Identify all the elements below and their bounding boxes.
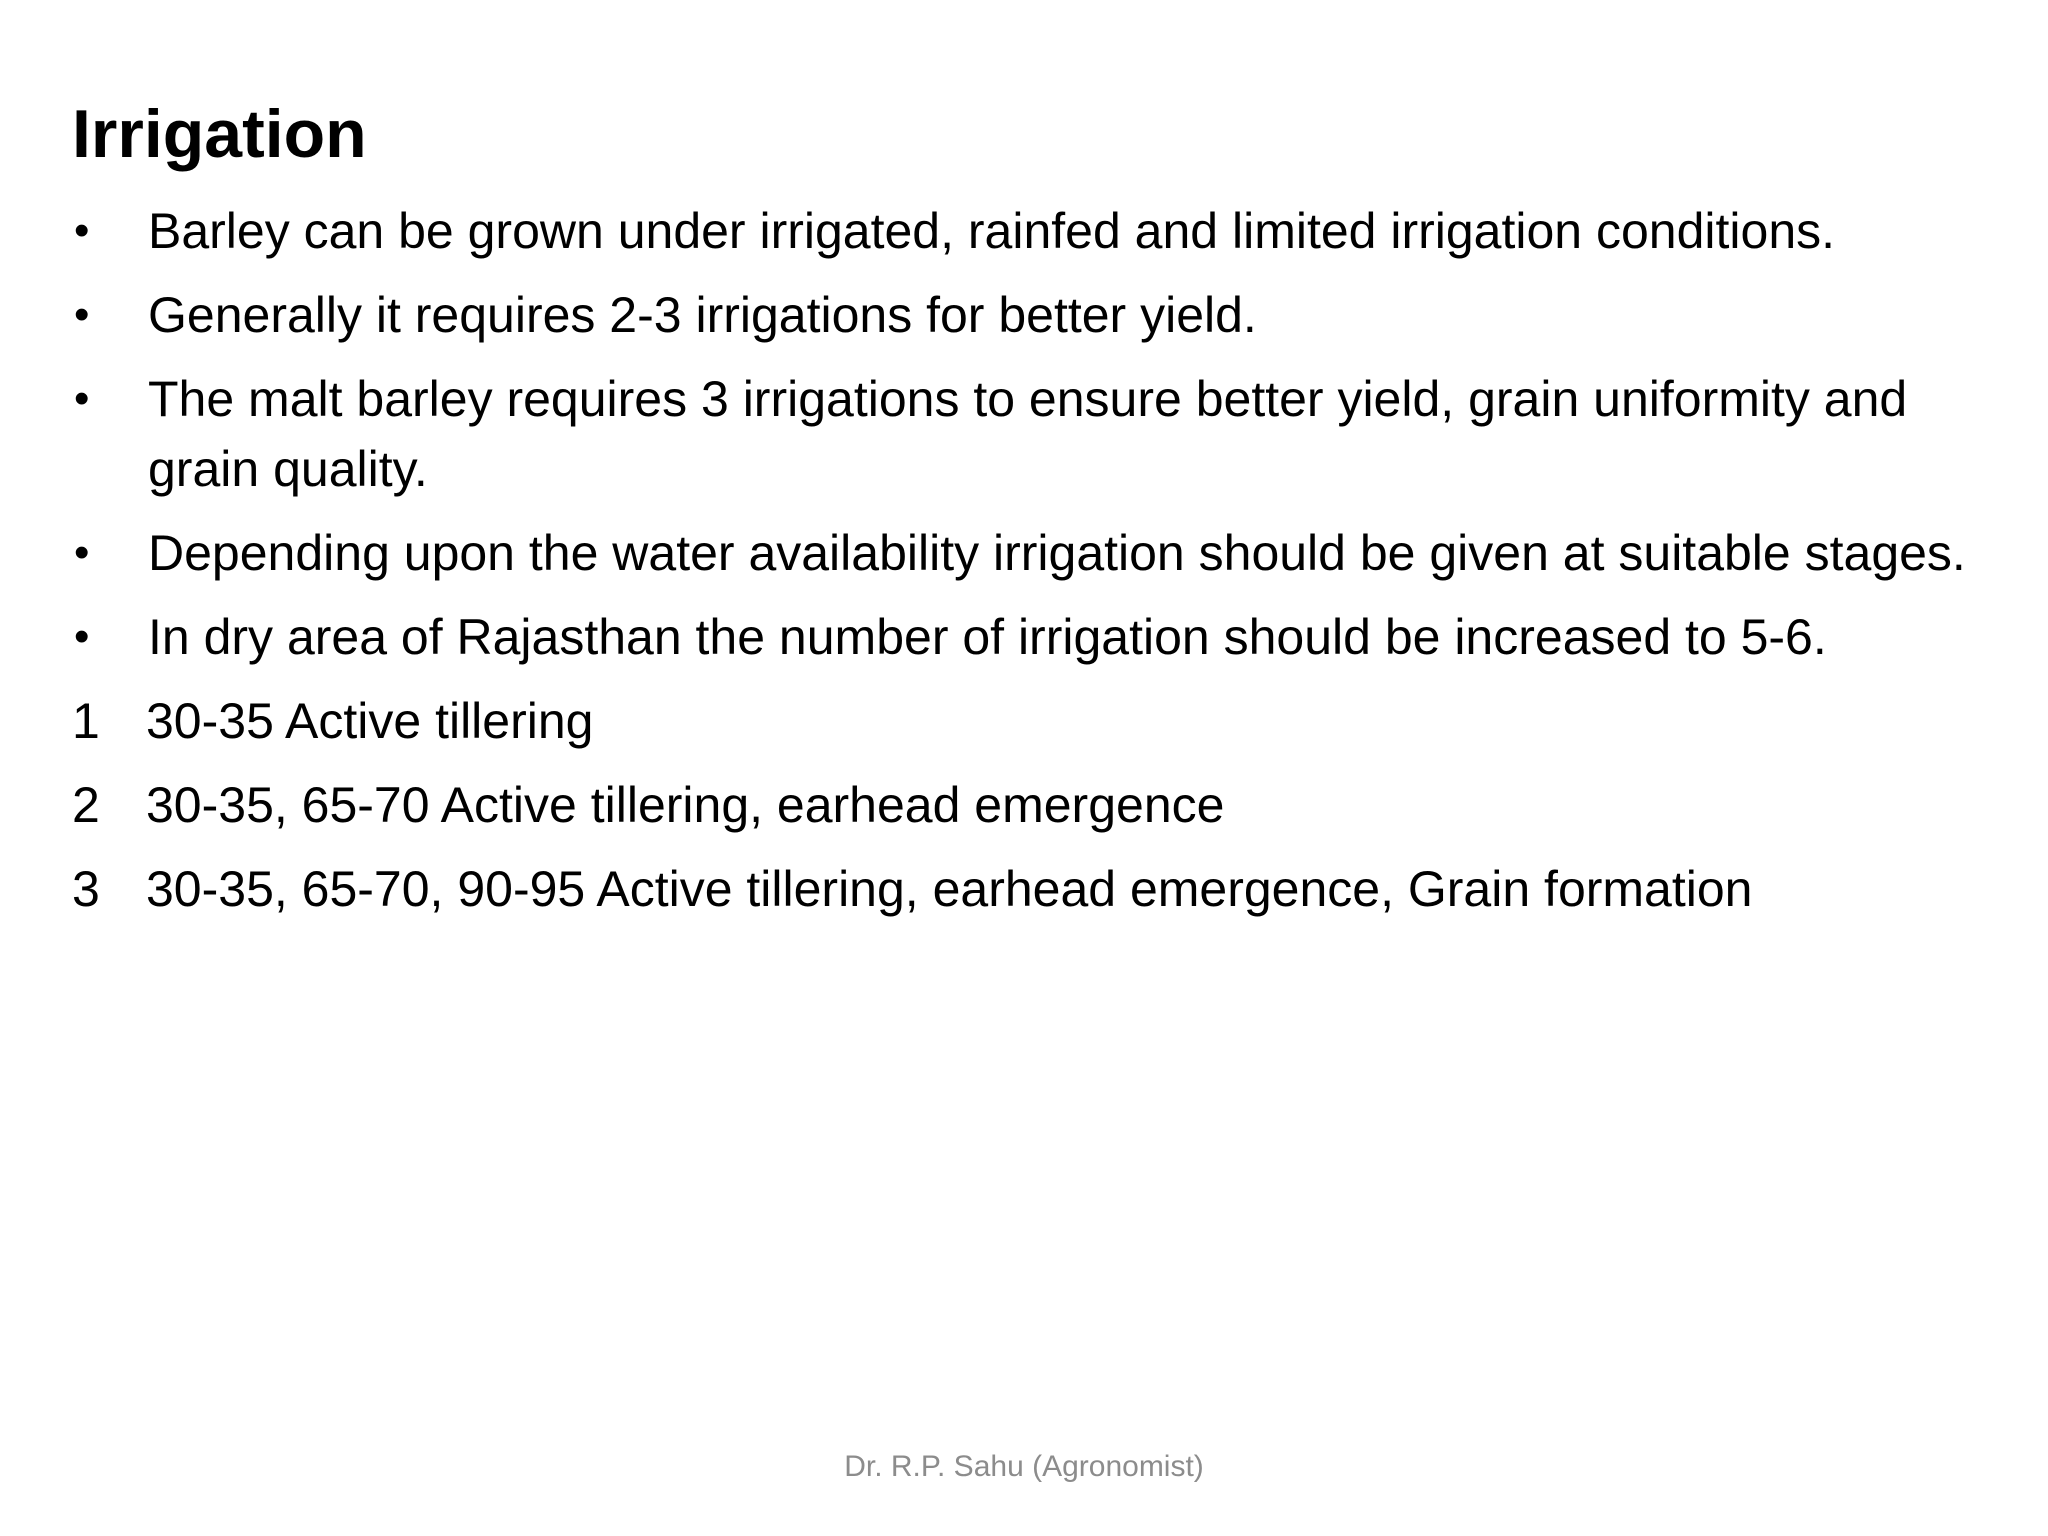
schedule-number: 1 — [72, 693, 100, 749]
bullet-item — [72, 518, 2032, 588]
bullet-marker: • — [74, 206, 90, 255]
bullet-list — [72, 196, 2032, 938]
bullet-item — [72, 280, 2032, 350]
schedule-item — [72, 770, 2032, 840]
slide-footer: Dr. R.P. Sahu (Agronomist) — [844, 1450, 1204, 1483]
slide-title: Irrigation — [72, 96, 367, 172]
schedule-number: 3 — [72, 861, 100, 917]
bullet-item — [72, 196, 2032, 266]
bullet-text: Depending upon the water availability irrigation should be given at suitable stages. — [148, 525, 1966, 581]
schedule-item — [72, 854, 2032, 924]
schedule-text: 30-35 Active tillering — [146, 693, 594, 749]
bullet-marker: • — [74, 612, 90, 661]
bullet-text: Barley can be grown under irrigated, rainfed and limited irrigation conditions. — [148, 203, 1836, 259]
bullet-text: In dry area of Rajasthan the number of irrigation should be increased to 5-6. — [148, 609, 1827, 665]
bullet-item — [72, 364, 2032, 504]
schedule-text: 30-35, 65-70 Active tillering, earhead emergence — [146, 777, 1225, 833]
bullet-marker: • — [74, 374, 90, 423]
schedule-item — [72, 686, 2032, 756]
bullet-marker: • — [74, 528, 90, 577]
bullet-text: The malt barley requires 3 irrigations to ensure better yield, grain uniformity and grain quality. — [148, 371, 1908, 497]
schedule-number: 2 — [72, 777, 100, 833]
schedule-text: 30-35, 65-70, 90-95 Active tillering, earhead emergence, Grain formation — [146, 861, 1753, 917]
bullet-text: Generally it requires 2-3 irrigations for better yield. — [148, 287, 1257, 343]
bullet-item — [72, 602, 2032, 672]
bullet-marker: • — [74, 290, 90, 339]
